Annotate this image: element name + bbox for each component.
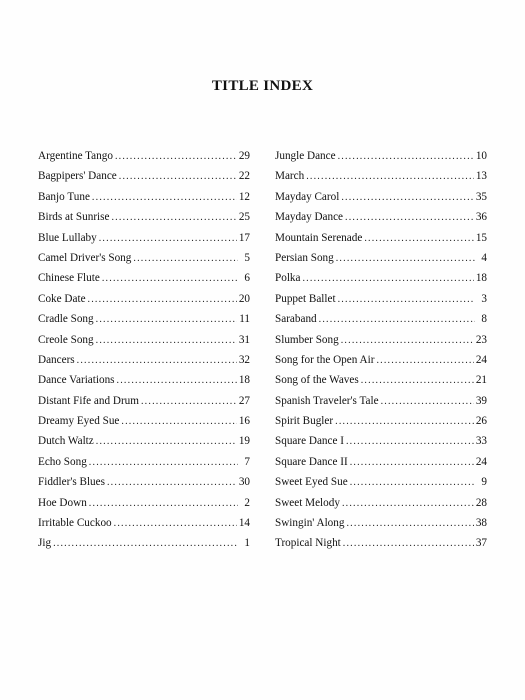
index-entry [38,537,250,557]
dot-leader [306,171,474,182]
index-entry [38,191,250,211]
entry-title: Distant Fife and Drum [38,394,139,407]
entry-page-number: 33 [475,435,487,448]
dot-leader [350,477,475,488]
index-entry [275,537,487,557]
entry-page-number: 30 [238,476,250,489]
index-column-right [275,150,487,558]
entry-title: Song for the Open Air [275,353,375,366]
index-entry [38,415,250,435]
dot-leader [336,253,475,264]
dot-leader [96,314,238,325]
entry-title: Swingin' Along [275,517,345,530]
index-entry [275,334,487,354]
dot-leader [96,335,237,346]
entry-page-number: 3 [481,292,487,305]
entry-page-number: 4 [481,251,487,264]
entry-title: Blue Lullaby [38,231,97,244]
entry-page-number: 19 [238,435,250,448]
dot-leader [345,212,474,223]
index-entry [275,415,487,435]
entry-title: Camel Driver's Song [38,251,132,264]
index-entry [275,272,487,292]
entry-title: Slumber Song [275,333,339,346]
entry-page-number: 2 [244,496,250,509]
index-entry [275,517,487,537]
dot-leader [350,457,474,468]
index-entry [275,191,487,211]
entry-title: Jungle Dance [275,150,336,162]
entry-title: Spanish Traveler's Tale [275,394,379,407]
index-entry [275,354,487,374]
entry-title: Cradle Song [38,313,94,326]
index-entry [38,395,250,415]
index-entry [38,497,250,517]
dot-leader [102,273,238,284]
entry-title: Irritable Cuckoo [38,517,112,530]
entry-title: Polka [275,272,301,285]
index-entry [275,170,487,190]
dot-leader [141,396,237,407]
entry-title: Hoe Down [38,496,87,509]
dot-leader [115,151,237,162]
entry-title: Mayday Carol [275,190,340,203]
entry-page-number: 16 [238,415,250,428]
entry-page-number: 27 [238,394,250,407]
dot-leader [361,375,474,386]
dot-leader [111,212,236,223]
dot-leader [96,436,237,447]
entry-title: Spirit Bugler [275,415,334,428]
index-entry [275,313,487,333]
dot-leader [89,457,238,468]
entry-title: Sweet Melody [275,496,340,509]
dot-leader [338,151,474,162]
index-entry [38,334,250,354]
index-entry [38,150,250,170]
dot-leader [343,538,474,549]
entry-title: March [275,170,305,183]
index-entry [38,374,250,394]
entry-page-number: 39 [475,394,487,407]
dot-leader [92,192,237,203]
dot-leader [341,192,474,203]
index-entry [275,150,487,170]
entry-title: Dancers [38,353,75,366]
index-column-left [38,150,250,558]
entry-title: Saraband [275,313,317,326]
entry-title: Coke Date [38,292,86,305]
dot-leader [376,355,473,366]
entry-page-number: 14 [238,517,250,530]
index-entry [38,211,250,231]
index-entry [275,232,487,252]
entry-page-number: 12 [238,190,250,203]
index-entry [275,252,487,272]
entry-page-number: 21 [475,374,487,387]
entry-title: Birds at Sunrise [38,211,110,224]
dot-leader [342,498,474,509]
entry-title: Mountain Serenade [275,231,363,244]
entry-page-number: 5 [244,251,250,264]
index-entry [38,435,250,455]
entry-page-number: 22 [238,170,250,183]
dot-leader [346,436,474,447]
dot-leader [107,477,237,488]
dot-leader [117,375,237,386]
entry-title: Dance Variations [38,374,115,387]
entry-page-number: 18 [238,374,250,387]
index-entry [38,232,250,252]
dot-leader [77,355,237,366]
entry-page-number: 24 [475,353,487,366]
entry-page-number: 37 [475,537,487,550]
entry-page-number: 24 [475,455,487,468]
dot-leader [338,294,475,305]
dot-leader [119,171,237,182]
entry-page-number: 29 [238,150,250,162]
dot-leader [53,538,238,549]
entry-page-number: 11 [239,313,250,326]
entry-page-number: 7 [244,455,250,468]
entry-page-number: 25 [238,211,250,224]
dot-leader [121,416,236,427]
entry-page-number: 36 [475,211,487,224]
dot-leader [335,416,474,427]
index-entry [38,354,250,374]
dot-leader [319,314,475,325]
dot-leader [346,518,473,529]
dot-leader [89,498,238,509]
entry-title: Dreamy Eyed Sue [38,415,120,428]
entry-page-number: 9 [481,476,487,489]
entry-title: Dutch Waltz [38,435,94,448]
index-entry [275,395,487,415]
entry-title: Fiddler's Blues [38,476,105,489]
index-entry [275,211,487,231]
entry-page-number: 15 [475,231,487,244]
dot-leader [133,253,238,264]
entry-title: Square Dance I [275,435,344,448]
index-entry [275,374,487,394]
dot-leader [99,233,237,244]
entry-title: Argentine Tango [38,150,113,162]
index-entry [38,293,250,313]
index-entry [38,313,250,333]
index-entry [275,293,487,313]
entry-page-number: 23 [475,333,487,346]
entry-title: Persian Song [275,251,334,264]
entry-page-number: 17 [238,231,250,244]
entry-title: Mayday Dance [275,211,344,224]
index-entry [38,456,250,476]
entry-page-number: 10 [475,150,487,162]
entry-title: Banjo Tune [38,190,90,203]
entry-page-number: 31 [238,333,250,346]
entry-page-number: 38 [475,517,487,530]
entry-title: Square Dance II [275,455,348,468]
index-entry [38,272,250,292]
entry-page-number: 28 [475,496,487,509]
entry-title: Echo Song [38,455,87,468]
dot-leader [381,396,474,407]
dot-leader [341,335,474,346]
dot-leader [114,518,237,529]
page-title: TITLE INDEX [211,78,314,94]
index-entry [38,517,250,537]
entry-title: Puppet Ballet [275,292,336,305]
entry-page-number: 18 [475,272,487,285]
index-entry [38,476,250,496]
entry-page-number: 1 [244,537,250,550]
entry-title: Bagpipers' Dance [38,170,117,183]
index-entry [275,476,487,496]
entry-title: Tropical Night [275,537,341,550]
entry-page-number: 32 [238,353,250,366]
entry-title: Chinese Flute [38,272,100,285]
index-entry [275,435,487,455]
entry-page-number: 13 [475,170,487,183]
index-entry [38,170,250,190]
entry-title: Sweet Eyed Sue [275,476,348,489]
entry-page-number: 26 [475,415,487,428]
index-entry [275,497,487,517]
entry-page-number: 8 [481,313,487,326]
index-entry [275,456,487,476]
entry-page-number: 6 [244,272,250,285]
entry-title: Jig [38,537,52,550]
entry-page-number: 20 [238,292,250,305]
dot-leader [302,273,473,284]
entry-title: Song of the Waves [275,374,359,387]
index-entry [38,252,250,272]
entry-title: Creole Song [38,333,94,346]
entry-page-number: 35 [475,190,487,203]
dot-leader [364,233,474,244]
dot-leader [88,294,237,305]
